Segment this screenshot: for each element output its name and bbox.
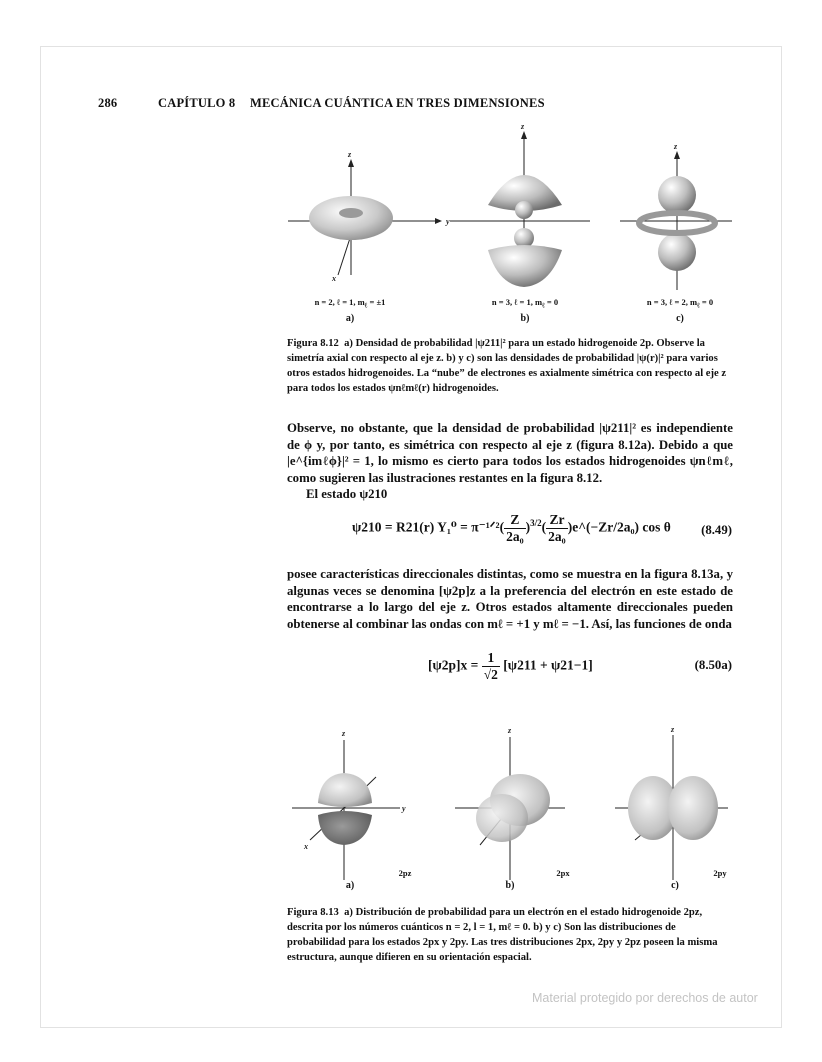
axis-y-label: y bbox=[402, 804, 406, 813]
fig-8-12c-dorbital bbox=[620, 142, 732, 290]
fig-8-12c-label: c) bbox=[676, 313, 684, 324]
page-number: 286 bbox=[98, 96, 118, 110]
fig-8-13c-orbital: 2py bbox=[713, 868, 727, 878]
axis-z-label: z bbox=[674, 142, 678, 151]
fig-8-13-caption bbox=[287, 905, 733, 965]
fig-8-13b-orbital: 2px bbox=[556, 868, 570, 878]
fig-8-12-caption-label: Figura 8.12 bbox=[287, 338, 339, 349]
fig-8-12a-label: a) bbox=[345, 313, 355, 324]
fig-8-12a-state: n = 2, ℓ = 1, $m_\ell = \pm 1$ bbox=[314, 297, 386, 310]
axis-z-label: z bbox=[508, 726, 512, 735]
paragraph-3: posee características direccionales distintas, como se muestra en la figura 8.13a, y algunas veces se denomina [ψ2p]z a la preferencia del electrón en este estado de encontrarse a lo largo del eje z. Otros estados altamente direccionales pueden obtenerse al combinar las ondas con mℓ = +1 y mℓ = −1. Así, las funciones de onda bbox=[287, 567, 733, 631]
fig-8-12a-torus bbox=[288, 150, 450, 283]
fig-8-13-caption-label: Figura 8.13 bbox=[287, 907, 339, 918]
axis-z-label: z bbox=[348, 150, 352, 159]
axis-z-label: z bbox=[671, 725, 675, 734]
fig-8-13a-2pz bbox=[292, 729, 406, 880]
axis-y-label: y bbox=[446, 217, 450, 226]
axis-z-label: z bbox=[521, 125, 525, 131]
paragraph-2: El estado ψ210 bbox=[306, 487, 388, 501]
fig-8-12b-lobes bbox=[450, 125, 590, 287]
fig-8-12b-label: b) bbox=[520, 313, 530, 324]
fig-8-12-caption bbox=[287, 336, 733, 396]
equation-8-49: ψ210 = R21(r) Y₁⁰ = π⁻¹ᐟ²( $\frac{Z}{\text{2a₀}}$ )$^{3/2}$( $\frac{Zr}{\text{2a₀}}$ )e^(−Zr/2a₀) cos θ bbox=[352, 512, 671, 544]
fig-8-13a-orbital: 2pz bbox=[398, 868, 412, 878]
chapter-title: MECÁNICA CUÁNTICA EN TRES DIMENSIONES bbox=[250, 96, 545, 110]
fig-8-12b-state: n = 3, ℓ = 1, $m_\ell = 0$ bbox=[491, 297, 559, 310]
fig-8-12-caption-text: a) Densidad de probabilidad |ψ211|² para un estado hidrogenoide 2p. Observe la simetría axial con respecto al eje z. b) y c) son las densidades de probabilidad |ψ(r)|² para varios otros estados hidrogenoides. La “nube” de electrones es axialmente simétrica con respecto al eje z para todos los estados ψnℓmℓ(r) hidrogenoides. bbox=[287, 338, 727, 394]
watermark: Material protegido por derechos de autor bbox=[532, 991, 758, 1005]
fig-8-13c-2py bbox=[615, 725, 728, 880]
axis-x-label: x bbox=[332, 274, 336, 283]
axis-z-label: z bbox=[342, 729, 346, 738]
equation-8-50a-number: (8.50a) bbox=[694, 658, 732, 672]
fig-8-13-caption-text: a) Distribución de probabilidad para un electrón en el estado hidrogenoide 2pz, descrita por los números cuánticos n = 2, l = 1, mℓ = 0. b) y c) Son las distribuciones de probabilidad para los estados 2px y 2py. Las tres distribuciones 2px, 2py y 2pz poseen la misma estructura, aunque difieren en su orientación espacial. bbox=[287, 907, 718, 963]
equation-8-50a: [ψ2p]x = $\frac{1}{√2}$ [ψ211 + ψ21−1] bbox=[428, 650, 593, 682]
equation-8-49-number: (8.49) bbox=[701, 523, 732, 537]
page-header bbox=[98, 96, 545, 111]
fig-8-13c-label: c) bbox=[671, 880, 679, 891]
axis-x-label: x bbox=[304, 842, 308, 851]
fig-8-13b-2px bbox=[455, 726, 565, 880]
paragraph-1: Observe, no obstante, que la densidad de probabilidad |ψ211|² es independiente de ϕ y, por tanto, es simétrica con respecto al eje z (figura 8.12a). Debido a que |e^{imℓϕ}|² = 1, lo mismo es cierto para todos los estados hidrogenoides ψnℓmℓ, como sugieren las ilustraciones restantes en la figura 8.12. bbox=[287, 421, 733, 485]
fig-8-13b-label: b) bbox=[505, 880, 515, 891]
figure-8-12 bbox=[280, 125, 740, 320]
figure-8-13 bbox=[280, 725, 740, 890]
fig-8-12c-state: n = 3, ℓ = 2, $m_\ell = 0$ bbox=[646, 297, 714, 310]
chapter-label: CAPÍTULO 8 bbox=[158, 96, 236, 110]
fig-8-13a-label: a) bbox=[345, 880, 355, 891]
